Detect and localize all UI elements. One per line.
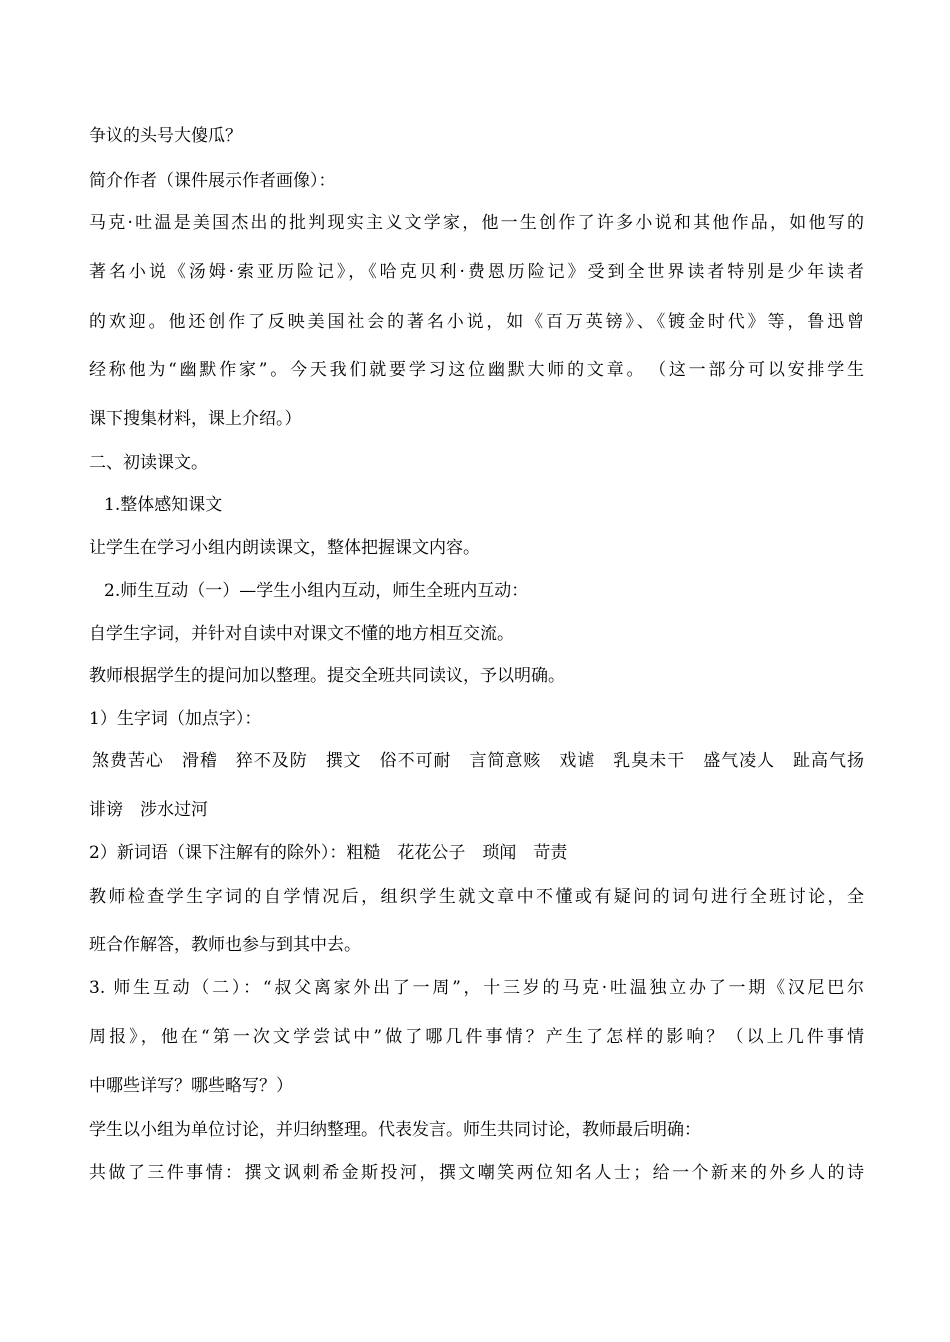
- text-line: 经称他为“幽默作家”。今天我们就要学习这位幽默大师的文章。 （这一部分可以安排学生: [89, 360, 864, 380]
- text-line: 简介作者（课件展示作者画像）：: [89, 171, 336, 191]
- text-line: 著名小说《汤姆·索亚历险记》，《哈克贝利·费恩历险记》受到全世界读者特别是少年读者: [89, 262, 864, 282]
- text-line: 中哪些详写？哪些略写？）: [89, 1076, 293, 1096]
- text-line: 班合作解答，教师也参与到其中去。: [89, 935, 361, 955]
- subsection-heading: 3. 师生互动（二）：“叔父离家外出了一周”，十三岁的马克·吐温独立办了一期《汉尼巴尔: [89, 978, 864, 998]
- section-heading: 二、初读课文。: [89, 453, 208, 473]
- text-line: 周报》，他在“第一次文学尝试中”做了哪几件事情？产生了怎样的影响？（以上几件事情: [89, 1027, 864, 1047]
- text-line: 马克·吐温是美国杰出的批判现实主义文学家，他一生创作了许多小说和其他作品，如他写的: [89, 213, 864, 233]
- text-line: 课下搜集材料，课上介绍。）: [89, 409, 302, 429]
- text-line: 自学生字词，并针对自读中对课文不懂的地方相互交流。: [89, 624, 514, 644]
- text-line: 学生以小组为单位讨论，并归纳整理。代表发言。师生共同讨论，教师最后明确：: [89, 1120, 701, 1140]
- text-line: 教师检查学生字词的自学情况后，组织学生就文章中不懂或有疑问的词句进行全班讨论，全: [89, 887, 864, 907]
- list-item: 1）生字词（加点字）：: [89, 709, 262, 729]
- vocabulary-line: 诽谤 涉水过河: [89, 800, 208, 820]
- subsection-heading: 2.师生互动（一）—学生小组内互动，师生全班内互动：: [104, 581, 529, 601]
- text-line: 共做了三件事情：撰文讽刺希金斯投河，撰文嘲笑两位知名人士；给一个新来的外乡人的诗: [89, 1163, 864, 1183]
- text-line: 教师根据学生的提问加以整理。提交全班共同读议，予以明确。: [89, 666, 565, 686]
- list-item: 2）新词语（课下注解有的除外）：粗糙 花花公子 琐闻 苛责: [89, 843, 568, 863]
- vocabulary-line: 煞费苦心 滑稽 猝不及防 撰文 俗不可耐 言简意赅 戏谑 乳臭未干 盛气凌人 趾高气扬: [92, 751, 864, 771]
- text-line: 争议的头号大傻瓜？: [89, 126, 242, 146]
- text-line: 的欢迎。他还创作了反映美国社会的著名小说，如《百万英镑》、《镀金时代》等，鲁迅曾: [89, 312, 864, 332]
- text-line: 让学生在学习小组内朗读课文，整体把握课文内容。: [89, 538, 480, 558]
- subsection-heading: 1.整体感知课文: [104, 495, 223, 515]
